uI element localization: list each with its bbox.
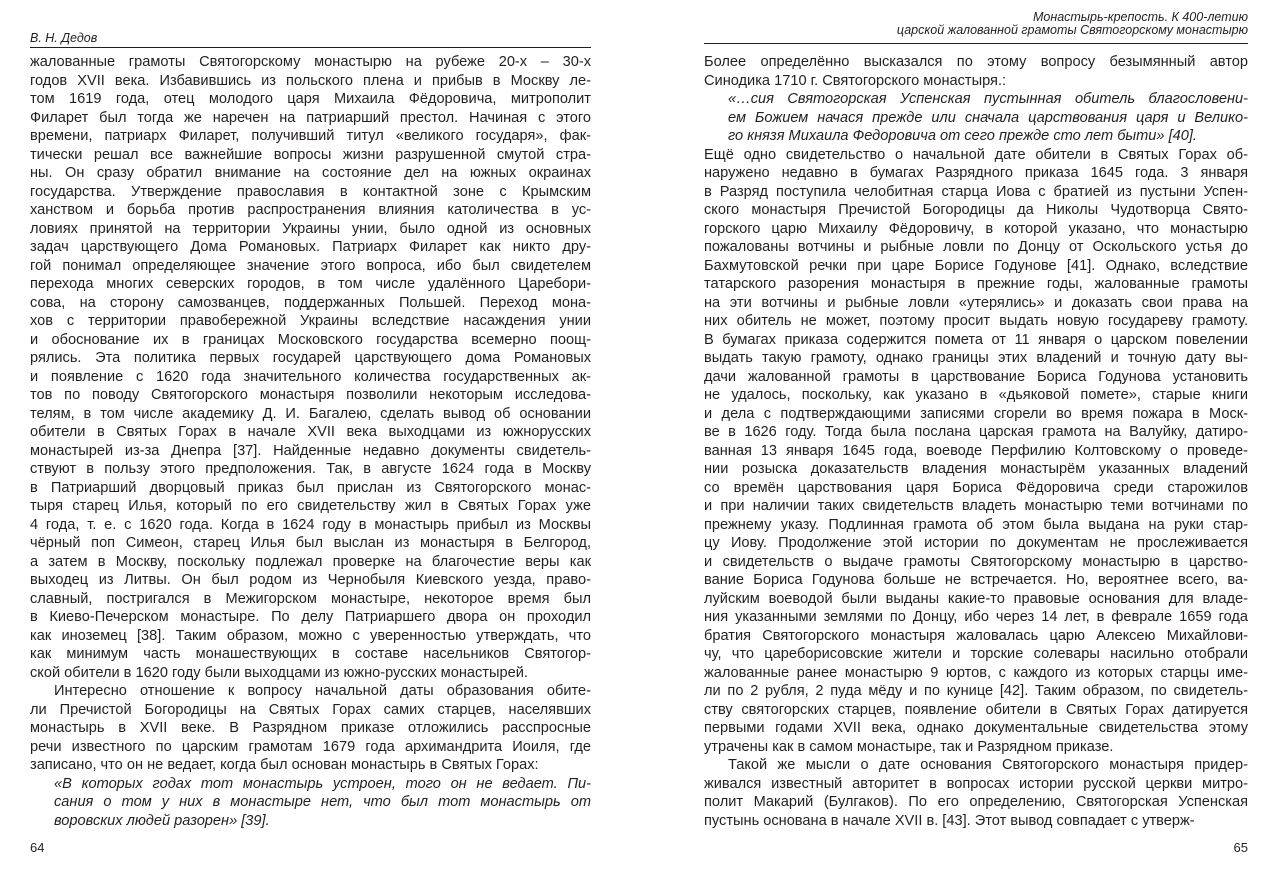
text-line: татарского разорения монастыря в прежние годы, жалованные грамоты	[704, 276, 1248, 292]
text-line: в Разряд поступила челобитная старца Иова с братией из пустыни Успен-	[704, 183, 1248, 200]
quote-line: ем Божием начася прежде или сначала царствования царя и Велико-	[728, 109, 1248, 126]
page-number: 64	[30, 840, 45, 855]
text-line: и при наличии таких свидетельств владеть монастырю теми вотчинами по	[704, 498, 1248, 514]
text-line: и свидетельств о выдаче грамоты Святогорскому монастырю в царство-	[704, 553, 1248, 570]
text-line: тов по поводу Святогорского монастыря позволили некоторым исследова-	[30, 387, 591, 403]
text-line: горского царю Михаилу Фёдоровичу, в которой указано, что монастырю	[704, 220, 1248, 237]
text-line: братия Святогорского монастыря жаловалась царю Алексею Михайлови-	[704, 627, 1248, 644]
text-line: записано, что он не ведает, когда был основан монастырь в Святых Горах:	[30, 757, 539, 773]
text-line: государства. Утверждение православия в контактной зоне с Крымским	[30, 183, 591, 200]
text-line: как иноземец [38]. Таким образом, можно с уверенностью утверждать, что	[30, 627, 591, 644]
text-line: в Патриарший дворцовый приказ был прислан из Святогорского монас-	[30, 479, 591, 496]
text-line: Ещё одно свидетельство о начальной дате обители в Святых Горах об-	[704, 146, 1248, 163]
text-line: наружено недавно в бумагах Разрядного приказа 1645 года. 3 января	[704, 165, 1248, 181]
text-line: и дела с подтверждающими записями сгорели во время пожара в Моск-	[704, 405, 1248, 422]
text-line: ли по 2 рубля, 2 пуда мёду и по кунице [42]. Таким образом, по свидетель-	[704, 683, 1248, 699]
text-line: чёрный поп Симеон, старец Илья был выслан из монастыря в Белгород,	[30, 535, 591, 551]
text-line: речи известного по царским грамотам 1679 года архимандрита Иоиля, где	[30, 738, 591, 755]
quote-line: «…сия Святогорская Успенская пустынная обитель благословени-	[728, 91, 1248, 107]
text-line: пустынь основана в начале XVII в. [43]. Этот вывод совпадает с утверж-	[704, 812, 1195, 829]
quote-line: сания о том у них в монастыре нет, что был тот монастырь от	[54, 794, 591, 810]
text-line: выходец из Литвы. Он был родом из Чернобыля Киевского уезда, право-	[30, 572, 591, 588]
text-line: гой понимал определяющее значение этого вопроса, ибо был свидетелем	[30, 257, 591, 274]
quote-line: го князя Михаила Федоровича от сего прежде сто лет быти» [40].	[728, 128, 1197, 144]
left-page-body	[30, 53, 591, 830]
text-line: ству святогорских старцев, появление обители в Святых Горах датируется	[704, 701, 1248, 718]
text-line: телям, в том числе академику Д. И. Багалею, сделать вывод об основании	[30, 405, 591, 422]
text-line: Бахмутовской речки при царе Борисе Годунове [41]. Однако, вследствие	[704, 257, 1248, 274]
text-line: луйским воеводой были выданы какие-то правовые основания для владе-	[704, 590, 1248, 607]
text-line: живался известный авторитет в вопросах истории русской церкви митро-	[704, 775, 1248, 792]
page-number: 65	[1233, 840, 1248, 855]
text-line: 4 года, т. е. с 1620 года. Когда в 1624 году в монастырь прибыл из Москвы	[30, 516, 591, 533]
quote-line: «В которых годах тот монастырь устроен, того он не ведает. Пи-	[54, 775, 591, 792]
text-line: ве в 1626 году. Тогда была послана царская грамота на Валуйку, датиро-	[704, 424, 1248, 440]
right-page	[704, 0, 1248, 882]
text-line: годов XVII века. Избавившись из польского плена и прибыв в Москву ле-	[30, 72, 591, 89]
text-line: дачи жалованной грамоты в царствование Бориса Годунова установить	[704, 368, 1248, 385]
text-line: Филарет был тогда же наречен на патриарший престол. Начиная с этого	[30, 109, 591, 126]
running-header-line: Монастырь-крепость. К 400-летию	[1032, 10, 1248, 24]
text-line: чу, что царeборисовские жители и торские солевары насильно отобрали	[704, 646, 1248, 662]
text-line: том 1619 года, отец молодого царя Михаила Фёдоровича, митрополит	[30, 91, 591, 107]
text-line: жалованные грамоты Святогорскому монастырю на рубеже 20-х – 30-х	[30, 54, 591, 70]
text-line: как минимум часть монашествующих в составе насельников Святогор-	[30, 646, 591, 662]
text-line: Синодика 1710 г. Святогорского монастыря.:	[704, 72, 1007, 89]
text-line: пожалованы вотчины и рыбные ловли по Донцу от Оскольского устья до	[704, 239, 1248, 255]
text-line: монастырь в XVII веке. В Разрядном приказе отложились расспросные	[30, 720, 591, 736]
text-line: в Киево-Печерском монастыре. По делу Патриаршего двора он проходил	[30, 609, 591, 625]
header-rule	[30, 47, 591, 48]
text-line: них обитель не может, поэтому просит выдать новую государеву грамоту.	[704, 313, 1248, 329]
running-header-title	[897, 11, 1248, 37]
text-line: на эти вотчины и рыбные ловли «утерялись» и доказать свои права на	[704, 294, 1248, 311]
text-line: а затем в Москву, поскольку подлежал проверке на благочестие веры как	[30, 553, 591, 570]
text-line: нии розыска доказательств владения монастырём указанных владений	[704, 461, 1248, 477]
text-line: рялись. Эта политика первых государей царствующего дома Романовых	[30, 350, 591, 366]
text-line: жалованные ранее монастырю 9 юртов, с каждого из которых старцы име-	[704, 664, 1248, 681]
text-line: задач царствующего Дома Романовых. Патриарх Филарет как никто дру-	[30, 239, 591, 255]
text-line: Интересно отношение к вопросу начальной даты образования обите-	[54, 683, 591, 699]
quote-line: воровских людей разорен» [39].	[54, 812, 270, 829]
header-rule	[704, 43, 1248, 44]
text-line: ли Пречистой Богородицы на Святых Горах самих старцев, населявших	[30, 701, 591, 718]
text-line: Такой же мысли о дате основания Святогорского монастыря придер-	[728, 757, 1248, 773]
text-line: ния указанными землями по Донцу, ибо через 14 лет, в феврале 1659 года	[704, 609, 1248, 625]
text-line: времени, патриарх Филарет, получивший титул «великого государя», фак-	[30, 128, 591, 144]
text-line: цу Иову. Продолжение этой истории по документам не прослеживается	[704, 535, 1248, 551]
running-header-line: царской жалованной грамоты Святогорскому монастырю	[896, 23, 1248, 37]
text-line: ханством и борьба против распространения влияния католичества в ус-	[30, 202, 591, 218]
text-line: выдать такую грамоту, однако границы этих владений и точную дату вы-	[704, 350, 1248, 366]
text-line: ванная 13 января 1645 года, воеводе Перфилию Колтовскому о проведе-	[704, 442, 1248, 459]
text-line: полит Макарий (Булгаков). По его определению, Святогорская Успенская	[704, 794, 1248, 810]
text-line: со времён царствования царя Бориса Фёдоровича среди старожилов	[704, 479, 1248, 496]
text-line: сова, на сторону самозванцев, поддержанных Польшей. Переход мона-	[30, 294, 591, 311]
text-line: ского монастыря Пречистой Богородицы да Николы Чудотворца Свято-	[704, 202, 1248, 218]
text-line: тически решал все важнейшие вопросы жизни разрушенной смутой стра-	[30, 146, 591, 163]
text-line: монастырей из-за Днепра [37]. Найденные недавно документы свидетель-	[30, 442, 591, 459]
running-header-author: В. Н. Дедов	[30, 31, 98, 45]
right-page-body	[704, 53, 1248, 830]
text-line: прежнему указу. Подлинная грамота об этом была выдана на руки стар-	[704, 516, 1248, 533]
text-line: первыми годами XVII века, однако документальные свидетельства этому	[704, 720, 1248, 736]
text-line: и обоснование их в границах Московского государства всемерно поощ-	[30, 331, 591, 348]
text-line: вание Бориса Годунова больше не встречается. Но, вероятнее всего, ва-	[704, 572, 1248, 588]
text-line: ны. Он сразу обратил внимание на состояние дел на южных окраинах	[30, 165, 591, 181]
text-line: тыря старец Илья, который по его свидетельству жил в Святых Горах уже	[30, 498, 591, 514]
text-line: обители в Святых Горах в начале XVII века выходцами из южнорусских	[30, 424, 591, 440]
text-line: славный, постригался в Межигорском монастыре, некоторое время был	[30, 590, 591, 607]
text-line: В бумагах приказа содержится помета от 11 января о царском повелении	[704, 331, 1248, 348]
text-line: ствуют в пользу этого предположения. Так, в августе 1624 года в Москву	[30, 461, 591, 477]
text-line: и появление с 1620 года значительного количества государственных ак-	[30, 368, 591, 385]
text-line: ской обители в 1620 году были выходцами из южно-русских монастырей.	[30, 664, 528, 681]
text-line: Более определённо высказался по этому вопросу безымянный автор	[704, 54, 1248, 70]
left-page	[30, 0, 591, 882]
text-line: утрачены как в самом монастыре, так и Разрядном приказе.	[704, 738, 1114, 755]
text-line: не удалось, поскольку, как указано в «дьяковой помете», старые книги	[704, 387, 1248, 403]
text-line: перехода многих северских городов, в том числе удалённого Царебори-	[30, 276, 591, 292]
text-line: хов с территории правобережной Украины вследствие насаждения унии	[30, 313, 591, 329]
text-line: ловиях принятой на территории Украины унии, было одной из основных	[30, 220, 591, 237]
